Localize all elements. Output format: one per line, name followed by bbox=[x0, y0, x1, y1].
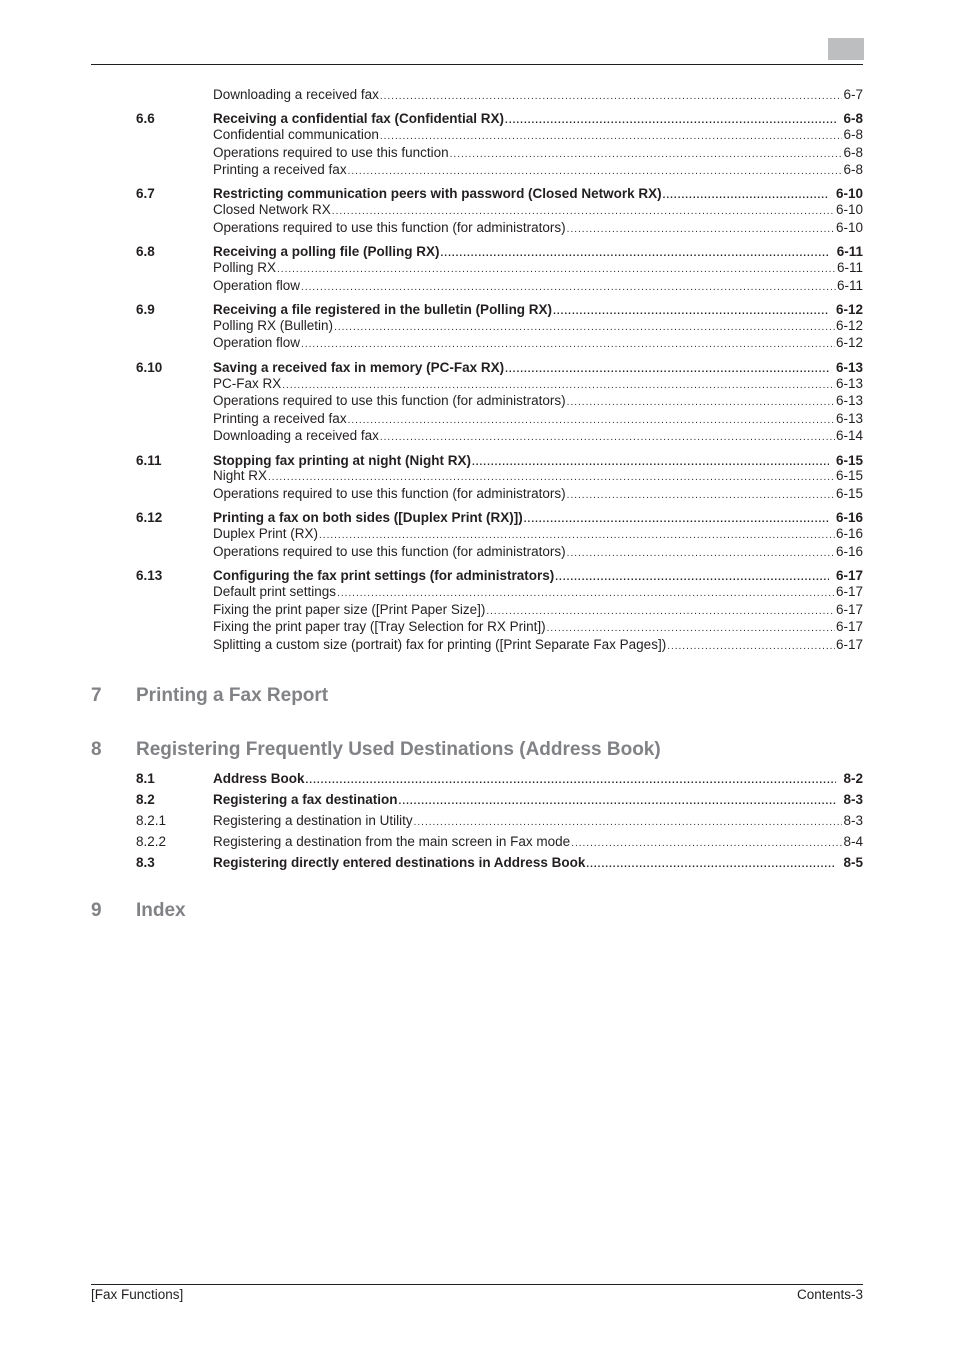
toc-entry-page: 6-11 bbox=[836, 244, 863, 259]
toc-entry-title: Address Book bbox=[213, 771, 305, 786]
toc-entry-page: 6-12 bbox=[835, 335, 863, 350]
toc-entry-title: Receiving a file registered in the bulletin (Polling RX) bbox=[213, 302, 553, 317]
toc-dot-leader bbox=[586, 856, 836, 874]
toc-entry[interactable] bbox=[0, 317, 954, 335]
toc-entry-title: Splitting a custom size (portrait) fax for printing ([Print Separate Fax Pages]) bbox=[213, 637, 667, 652]
toc-entry-title: Default print settings bbox=[213, 584, 337, 599]
toc-entry-line bbox=[213, 812, 863, 832]
toc-entry-line bbox=[213, 334, 863, 354]
toc-entry-title: Saving a received fax in memory (PC-Fax RX) bbox=[213, 360, 505, 375]
toc-entry[interactable] bbox=[0, 833, 954, 851]
toc-entry-line bbox=[213, 636, 863, 656]
toc-entry-line bbox=[213, 259, 863, 279]
toc-section-entry[interactable] bbox=[0, 854, 954, 872]
toc-entry[interactable] bbox=[0, 259, 954, 277]
toc-entry-number: 6.11 bbox=[136, 453, 162, 468]
footer-manual-title: [Fax Functions] bbox=[91, 1287, 184, 1302]
toc-entry-number: 6.9 bbox=[136, 302, 155, 317]
toc-entry[interactable] bbox=[0, 126, 954, 144]
toc-entry-title: Registering directly entered destinations in Address Book bbox=[213, 855, 586, 870]
toc-dot-leader bbox=[667, 638, 835, 656]
toc-entry-page: 6-15 bbox=[835, 453, 863, 468]
toc-entry-line bbox=[213, 770, 863, 790]
toc-dot-leader bbox=[399, 793, 837, 811]
toc-entry-page: 6-7 bbox=[843, 87, 863, 102]
toc-entry-line bbox=[213, 525, 863, 545]
toc-entry-title: Operations required to use this function (for administrators) bbox=[213, 544, 566, 559]
toc-dot-leader bbox=[301, 279, 836, 297]
toc-entry[interactable] bbox=[0, 375, 954, 393]
toc-entry-page: 6-13 bbox=[835, 376, 863, 391]
toc-entry-title: Fixing the print paper tray ([Tray Selection for RX Print]) bbox=[213, 619, 546, 634]
toc-entry-page: 8-3 bbox=[843, 792, 863, 807]
toc-entry-title: Operations required to use this function bbox=[213, 145, 449, 160]
toc-entry-title: Receiving a polling file (Polling RX) bbox=[213, 244, 440, 259]
chapter-number: 7 bbox=[91, 685, 102, 706]
toc-entry-page: 6-8 bbox=[843, 162, 863, 177]
toc-entry-line bbox=[213, 618, 863, 638]
footer-rule bbox=[91, 1284, 863, 1285]
toc-entry-title: Restricting communication peers with password (Closed Network RX) bbox=[213, 186, 662, 201]
toc-entry[interactable] bbox=[0, 410, 954, 428]
toc-entry-number: 8.3 bbox=[136, 855, 155, 870]
toc-entry-line bbox=[213, 485, 863, 505]
toc-entry[interactable] bbox=[0, 427, 954, 445]
footer-page-number: Contents-3 bbox=[796, 1287, 863, 1302]
toc-dot-leader bbox=[380, 88, 843, 106]
toc-entry-line bbox=[213, 392, 863, 412]
toc-entry-title: Closed Network RX bbox=[213, 202, 331, 217]
toc-entry-page: 6-11 bbox=[836, 260, 863, 275]
chapter-title: Index bbox=[136, 900, 186, 921]
toc-entry-line bbox=[213, 427, 863, 447]
toc-entry[interactable] bbox=[0, 812, 954, 830]
toc-entry-number: 6.6 bbox=[136, 111, 155, 126]
toc-entry-line bbox=[213, 161, 863, 181]
toc-entry[interactable] bbox=[0, 219, 954, 237]
toc-entry-line bbox=[213, 126, 863, 146]
toc-entry[interactable] bbox=[0, 467, 954, 485]
toc-entry-page: 6-8 bbox=[843, 145, 863, 160]
toc-entry-number: 8.2.1 bbox=[136, 813, 167, 828]
toc-entry-line bbox=[213, 467, 863, 487]
toc-entry-title: Operations required to use this function (for administrators) bbox=[213, 393, 566, 408]
toc-entry-line bbox=[213, 201, 863, 221]
toc-entry-title: Duplex Print (RX) bbox=[213, 526, 319, 541]
chapter-title: Printing a Fax Report bbox=[136, 685, 329, 706]
toc-entry-page: 6-10 bbox=[835, 186, 863, 201]
toc-dot-leader bbox=[380, 429, 835, 447]
toc-section-entry[interactable] bbox=[0, 791, 954, 809]
toc-entry[interactable] bbox=[0, 485, 954, 503]
toc-entry-title: Printing a received fax bbox=[213, 411, 347, 426]
toc-entry-number: 6.10 bbox=[136, 360, 163, 375]
toc-entry-page: 6-17 bbox=[835, 637, 863, 652]
toc-entry[interactable] bbox=[0, 583, 954, 601]
toc-entry-page: 6-11 bbox=[836, 278, 863, 293]
toc-entry-title: Operation flow bbox=[213, 278, 301, 293]
toc-entry-page: 6-15 bbox=[835, 468, 863, 483]
toc-entry-page: 8-5 bbox=[843, 855, 863, 870]
toc-entry-number: 6.12 bbox=[136, 510, 163, 525]
toc-entry-page: 6-14 bbox=[835, 428, 863, 443]
toc-entry-page: 8-3 bbox=[843, 813, 863, 828]
toc-entry-title: Registering a destination from the main screen in Fax mode bbox=[213, 834, 571, 849]
toc-entry-page: 8-2 bbox=[843, 771, 863, 786]
toc-dot-leader bbox=[414, 814, 843, 832]
toc-entry-title: Night RX bbox=[213, 468, 268, 483]
toc-dot-leader bbox=[571, 835, 842, 853]
toc-entry-page: 6-12 bbox=[835, 302, 863, 317]
chapter-number: 8 bbox=[91, 739, 102, 760]
toc-dot-leader bbox=[306, 772, 837, 790]
toc-dot-leader bbox=[567, 221, 835, 239]
toc-entry-title: Configuring the fax print settings (for administrators) bbox=[213, 568, 555, 583]
toc-entry-title: Operations required to use this function (for administrators) bbox=[213, 220, 566, 235]
toc-entry-page: 6-10 bbox=[835, 220, 863, 235]
toc-entry[interactable] bbox=[0, 161, 954, 179]
toc-dot-leader bbox=[348, 163, 843, 181]
toc-entry[interactable] bbox=[0, 201, 954, 219]
toc-entry-page: 6-13 bbox=[835, 360, 863, 375]
toc-entry-title: Fixing the print paper size ([Print Paper Size]) bbox=[213, 602, 486, 617]
toc-entry-number: 6.13 bbox=[136, 568, 163, 583]
toc-entry-title: Registering a destination in Utility bbox=[213, 813, 413, 828]
toc-entry-title: Stopping fax printing at night (Night RX) bbox=[213, 453, 471, 468]
toc-entry-title: Registering a fax destination bbox=[213, 792, 398, 807]
toc-entry-page: 6-8 bbox=[843, 127, 863, 142]
toc-entry-line bbox=[213, 791, 863, 811]
toc-entry-page: 6-17 bbox=[835, 602, 863, 617]
toc-entry-page: 6-16 bbox=[835, 544, 863, 559]
toc-entry[interactable] bbox=[0, 525, 954, 543]
toc-entry-title: Printing a fax on both sides ([Duplex Print (RX)]) bbox=[213, 510, 523, 525]
toc-entry-title: Downloading a received fax bbox=[213, 428, 379, 443]
toc-dot-leader bbox=[567, 487, 835, 505]
toc-entry-title: Confidential communication bbox=[213, 127, 379, 142]
toc-entry[interactable] bbox=[0, 618, 954, 636]
toc-entry-title: Polling RX (Bulletin) bbox=[213, 318, 334, 333]
toc-entry-line bbox=[213, 833, 863, 853]
header-tab-marker bbox=[828, 38, 864, 60]
toc-entry-title: Receiving a confidential fax (Confidential RX) bbox=[213, 111, 505, 126]
toc-entry-title: Operation flow bbox=[213, 335, 301, 350]
toc-entry-line bbox=[213, 543, 863, 563]
toc-entry-line bbox=[213, 86, 863, 106]
toc-entry-line bbox=[213, 219, 863, 239]
toc-entry-page: 6-16 bbox=[835, 526, 863, 541]
toc-dot-leader bbox=[567, 545, 835, 563]
toc-entry-number: 8.2 bbox=[136, 792, 155, 807]
header-rule bbox=[91, 64, 863, 65]
toc-entry-page: 6-17 bbox=[835, 619, 863, 634]
toc-entry-title: Downloading a received fax bbox=[213, 87, 379, 102]
toc-entry[interactable] bbox=[0, 334, 954, 352]
toc-entry[interactable] bbox=[0, 144, 954, 162]
toc-entry-page: 6-10 bbox=[835, 202, 863, 217]
toc-entry[interactable] bbox=[0, 636, 954, 654]
chapter-title: Registering Frequently Used Destinations (Address Book) bbox=[136, 739, 661, 760]
toc-entry-number: 8.1 bbox=[136, 771, 155, 786]
toc-entry-number: 6.8 bbox=[136, 244, 155, 259]
toc-entry-number: 8.2.2 bbox=[136, 834, 167, 849]
toc-entry-page: 6-15 bbox=[835, 486, 863, 501]
toc-entry-page: 6-13 bbox=[835, 393, 863, 408]
toc-entry-line bbox=[213, 277, 863, 297]
toc-entry-page: 6-8 bbox=[843, 111, 863, 126]
toc-entry[interactable] bbox=[0, 277, 954, 295]
toc-entry-page: 6-16 bbox=[835, 510, 863, 525]
toc-entry-line bbox=[213, 854, 863, 874]
chapter-number: 9 bbox=[91, 900, 102, 921]
toc-dot-leader bbox=[301, 336, 835, 354]
toc-entry-title: Operations required to use this function (for administrators) bbox=[213, 486, 566, 501]
toc-entry-page: 6-12 bbox=[835, 318, 863, 333]
toc-entry-page: 6-17 bbox=[835, 568, 863, 583]
toc-entry[interactable] bbox=[0, 601, 954, 619]
toc-entry-page: 6-17 bbox=[835, 584, 863, 599]
toc-entry[interactable] bbox=[0, 543, 954, 561]
toc-entry-title: Printing a received fax bbox=[213, 162, 347, 177]
toc-entry[interactable] bbox=[0, 392, 954, 410]
toc-entry-line bbox=[213, 583, 863, 603]
toc-entry-page: 6-13 bbox=[835, 411, 863, 426]
toc-entry-title: PC-Fax RX bbox=[213, 376, 282, 391]
toc-section-entry[interactable] bbox=[0, 770, 954, 788]
toc-entry-page: 8-4 bbox=[843, 834, 863, 849]
toc-entry-number: 6.7 bbox=[136, 186, 155, 201]
toc-entry[interactable] bbox=[0, 86, 954, 104]
toc-entry-title: Polling RX bbox=[213, 260, 277, 275]
